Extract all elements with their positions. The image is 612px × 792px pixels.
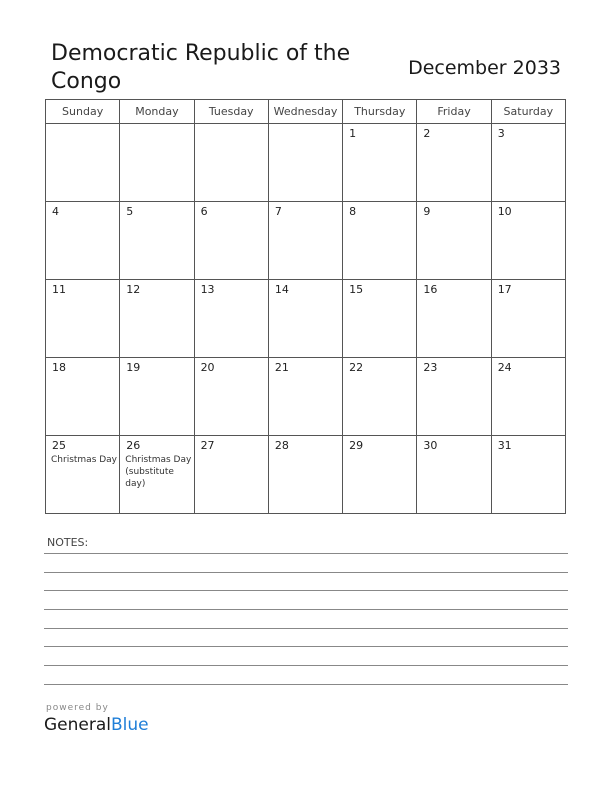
day-number: 9: [423, 205, 431, 218]
day-cell: [120, 124, 194, 202]
brand-general: General: [44, 715, 111, 735]
day-number: 26: [126, 439, 141, 452]
day-cell: [417, 124, 491, 202]
note-line: [44, 572, 568, 573]
day-cell: [417, 280, 491, 358]
day-number: 1: [349, 127, 357, 140]
day-cell: [194, 358, 268, 436]
note-line: [44, 590, 568, 591]
day-number: 3: [497, 127, 505, 140]
day-cell: [491, 436, 565, 514]
day-number: 15: [349, 283, 364, 296]
weekday-header: Wednesday: [268, 100, 342, 124]
day-cell: [417, 436, 491, 514]
day-number: 21: [274, 361, 289, 374]
day-cell: [491, 202, 565, 280]
powered-by-text: powered by: [46, 703, 109, 713]
day-cell: [417, 358, 491, 436]
day-number: 25: [52, 439, 66, 452]
day-number: [195, 124, 268, 127]
generalblue-logo[interactable]: [44, 715, 149, 735]
day-cell: [491, 358, 565, 436]
day-number: 18: [52, 361, 66, 374]
weekday-header: Saturday: [491, 100, 565, 124]
day-cell: [343, 280, 417, 358]
weekday-header: Tuesday: [194, 100, 268, 124]
day-number: 6: [200, 205, 208, 218]
day-number: 11: [52, 283, 66, 296]
day-number: 19: [126, 361, 141, 374]
day-number: 31: [497, 439, 512, 452]
day-cell: [120, 280, 194, 358]
day-cell: [46, 280, 120, 358]
weekday-header: Thursday: [343, 100, 417, 124]
note-line: [44, 646, 568, 647]
country-title: Democratic Republic of the Congo: [51, 41, 351, 94]
day-number: 16: [423, 283, 438, 296]
holiday-label: Christmas Day: [51, 455, 118, 465]
calendar-grid: [45, 99, 566, 514]
weekday-header: Sunday: [46, 100, 120, 124]
day-cell: [343, 436, 417, 514]
day-number: 5: [126, 205, 134, 218]
weekday-header: Friday: [417, 100, 491, 124]
note-line: [44, 609, 568, 610]
day-cell: [343, 358, 417, 436]
day-cell: [120, 202, 194, 280]
notes-label: NOTES:: [47, 536, 89, 549]
day-number: 4: [52, 205, 59, 218]
day-cell: [120, 358, 194, 436]
day-cell: [120, 436, 194, 514]
day-number: 30: [423, 439, 438, 452]
day-number: [120, 124, 193, 127]
day-number: 23: [423, 361, 438, 374]
day-number: 13: [200, 283, 215, 296]
day-cell: [194, 280, 268, 358]
week-row: [46, 280, 566, 358]
week-row: [46, 124, 566, 202]
week-row: [46, 358, 566, 436]
weekday-header-row: [46, 100, 566, 124]
day-cell: [46, 124, 120, 202]
note-line: [44, 628, 568, 629]
week-row: [46, 202, 566, 280]
day-number: 27: [200, 439, 215, 452]
day-number: 2: [423, 127, 431, 140]
day-cell: [46, 202, 120, 280]
note-line: [44, 553, 568, 554]
day-number: 7: [274, 205, 282, 218]
day-cell: [343, 202, 417, 280]
day-cell: [194, 124, 268, 202]
day-cell: [194, 202, 268, 280]
day-number: 28: [274, 439, 289, 452]
day-number: 29: [349, 439, 364, 452]
day-number: 14: [274, 283, 289, 296]
day-number: [46, 124, 119, 127]
day-cell: [194, 436, 268, 514]
note-line: [44, 665, 568, 666]
day-cell: [343, 124, 417, 202]
day-cell: [268, 202, 342, 280]
day-number: 24: [497, 361, 512, 374]
day-cell: [268, 358, 342, 436]
day-cell: [417, 202, 491, 280]
brand-blue: Blue: [111, 715, 149, 735]
day-number: 12: [126, 283, 141, 296]
day-cell: [268, 280, 342, 358]
day-cell: [46, 436, 120, 514]
month-year-title: December 2033: [408, 57, 561, 79]
day-cell: [268, 436, 342, 514]
day-cell: [46, 358, 120, 436]
weekday-header: Monday: [120, 100, 194, 124]
holiday-label: Christmas Day (substitute day): [125, 455, 192, 489]
day-cell: [491, 280, 565, 358]
day-number: 17: [497, 283, 512, 296]
day-number: 22: [349, 361, 364, 374]
day-cell: [491, 124, 565, 202]
day-number: 8: [349, 205, 357, 218]
day-number: [269, 124, 342, 127]
day-number: 10: [497, 205, 512, 218]
note-line: [44, 684, 568, 685]
day-number: 20: [200, 361, 215, 374]
day-cell: [268, 124, 342, 202]
week-row: [46, 436, 566, 514]
